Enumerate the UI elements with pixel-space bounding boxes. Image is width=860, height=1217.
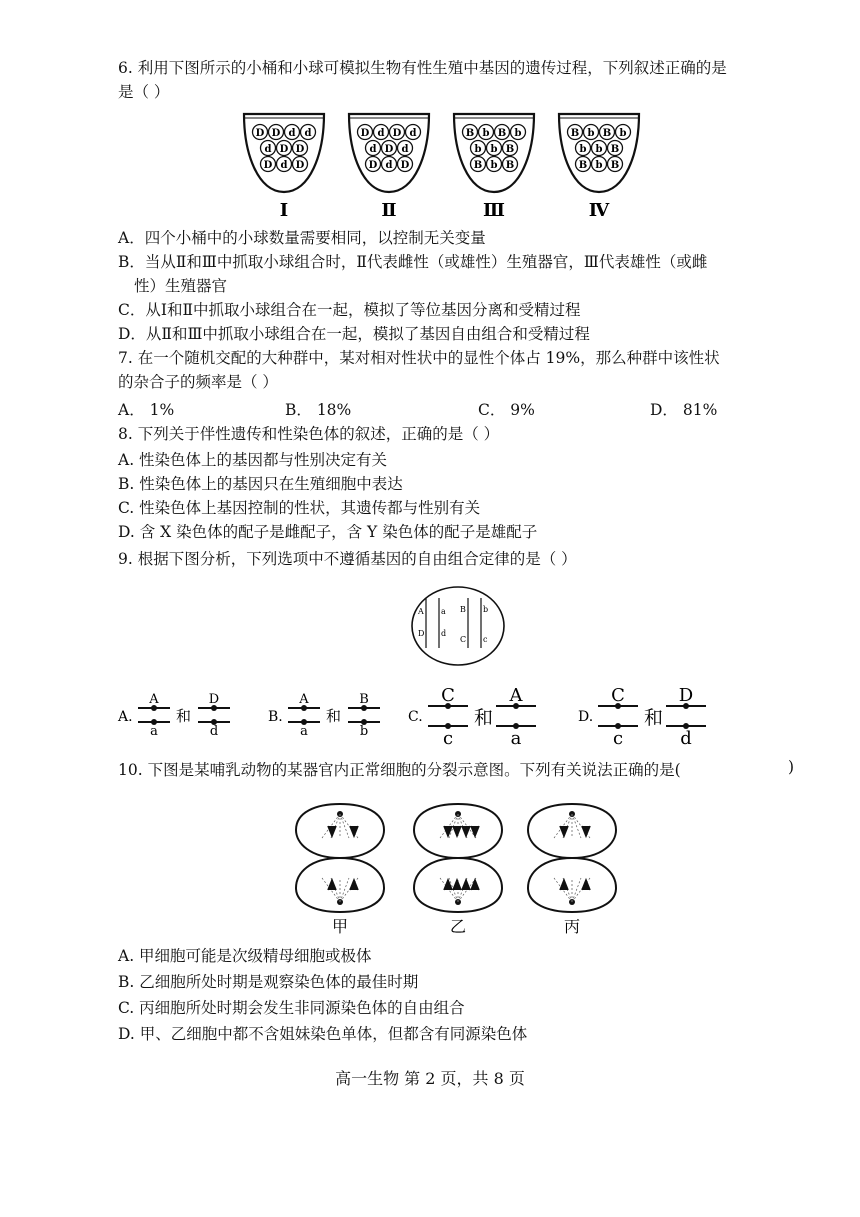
- ball-label: b: [587, 128, 595, 139]
- chromosome-pair: [348, 692, 380, 739]
- cell-gene-C: C: [460, 635, 467, 644]
- ball-label: B: [570, 128, 580, 139]
- ball-label: D: [255, 128, 265, 139]
- ball-label: B: [473, 160, 483, 171]
- ball-label: b: [595, 160, 603, 171]
- ball-label: d: [401, 144, 409, 155]
- bucket-label: Ⅱ: [381, 200, 397, 220]
- q7-stem-line1: 7. 在一个随机交配的大种群中，某对相对性状中的显性个体占 19%，那么种群中该性状: [118, 349, 720, 367]
- ball: [487, 157, 502, 172]
- ball: [382, 157, 397, 172]
- ball: [277, 157, 292, 172]
- ball: [358, 125, 373, 140]
- gene-label: b: [359, 724, 369, 739]
- q7-stem-line2: 的杂合子的频率是（ ）: [118, 373, 278, 391]
- ball: [293, 157, 308, 172]
- bucket-2: [349, 114, 429, 192]
- q9-option-label: C.: [408, 709, 423, 725]
- q9-option-d: [578, 685, 706, 749]
- q7-option-b: B． 18%: [285, 401, 352, 419]
- ball: [608, 157, 623, 172]
- ball: [479, 125, 494, 140]
- ball-label: b: [490, 160, 498, 171]
- connector-label: 和: [326, 707, 342, 725]
- gene-label: a: [300, 724, 308, 739]
- ball-label: D: [400, 160, 410, 171]
- chromosome-pair: [666, 685, 706, 749]
- ball: [382, 141, 397, 156]
- ball: [406, 125, 421, 140]
- ball: [366, 141, 381, 156]
- ball: [285, 125, 300, 140]
- gene-label: D: [678, 685, 694, 706]
- q8-stem: 8. 下列关于伴性遗传和性染色体的叙述，正确的是（ ）: [118, 425, 500, 443]
- ball: [463, 125, 478, 140]
- ball-label: B: [602, 128, 612, 139]
- bucket-label: Ⅲ: [483, 200, 505, 220]
- q6-option-b-line1: B．当从Ⅱ和Ⅲ中抓取小球组合时，Ⅱ代表雌性（或雄性）生殖器官，Ⅲ代表雄性（或雌: [118, 253, 708, 271]
- q9-options-figure: [110, 676, 710, 752]
- ball-label: B: [505, 144, 515, 155]
- ball: [608, 141, 623, 156]
- bucket-4: [559, 114, 639, 192]
- ball-label: B: [578, 160, 588, 171]
- ball-label: d: [288, 128, 296, 139]
- ball: [471, 157, 486, 172]
- ball-label: d: [377, 128, 385, 139]
- cell-gene-D: D: [418, 629, 425, 638]
- cell-label: 乙: [449, 917, 467, 936]
- ball-label: D: [295, 160, 305, 171]
- q7-option-a: A． 1%: [118, 401, 175, 419]
- ball-label: d: [385, 160, 393, 171]
- gene-label: D: [208, 692, 220, 707]
- ball: [277, 141, 292, 156]
- chromosome-pair: [496, 685, 536, 749]
- q6-option-d: D．从Ⅱ和Ⅲ中抓取小球组合在一起，模拟了基因自由组合和受精过程: [118, 325, 590, 343]
- ball-label: d: [409, 128, 417, 139]
- cell-label: 甲: [331, 917, 349, 936]
- bucket-label: Ⅳ: [588, 200, 610, 220]
- gene-label: C: [611, 685, 625, 706]
- ball-label: D: [392, 128, 402, 139]
- q10-option-a: A. 甲细胞可能是次级精母细胞或极体: [118, 947, 372, 965]
- q10-stem: 10. 下图是某哺乳动物的某器官内正常细胞的分裂示意图。下列有关说法正确的是(: [118, 761, 681, 779]
- gene-label: c: [612, 728, 624, 749]
- cell-gene-b: b: [483, 605, 489, 614]
- page-footer: 高一生物 第 2 页，共 8 页: [335, 1069, 525, 1088]
- ball: [576, 141, 591, 156]
- q8-option-b: B. 性染色体上的基因只在生殖细胞中表达: [118, 475, 403, 493]
- q9-option-b: [268, 692, 380, 739]
- bucket-1: [244, 114, 324, 192]
- q8-option-c: C. 性染色体上基因控制的性状，其遗传都与性别有关: [118, 499, 481, 517]
- ball: [568, 125, 583, 140]
- q9-option-label: B.: [268, 709, 283, 725]
- q10-cell-division-figure: [290, 798, 630, 938]
- ball-label: d: [369, 144, 377, 155]
- ball: [301, 125, 316, 140]
- ball-label: D: [368, 160, 378, 171]
- ball-label: B: [610, 160, 620, 171]
- ball: [487, 141, 502, 156]
- q9-option-label: A.: [118, 709, 133, 725]
- ball-label: D: [295, 144, 305, 155]
- connector-label: 和: [474, 707, 494, 729]
- ball-label: B: [505, 160, 515, 171]
- ball-label: b: [490, 144, 498, 155]
- ball: [398, 141, 413, 156]
- bucket-3: [454, 114, 534, 192]
- ball-label: D: [263, 160, 273, 171]
- ball: [495, 125, 510, 140]
- ball: [592, 141, 607, 156]
- gene-label: d: [209, 724, 219, 739]
- gene-label: a: [150, 724, 158, 739]
- ball: [600, 125, 615, 140]
- cell-gene-a: a: [441, 607, 446, 616]
- ball: [511, 125, 526, 140]
- cell-gene-A: A: [418, 607, 424, 616]
- q10-stem-paren: ): [788, 758, 795, 776]
- chromosome-pair: [428, 685, 468, 749]
- ball-label: B: [497, 128, 507, 139]
- q10-option-b: B. 乙细胞所处时期是观察染色体的最佳时期: [118, 973, 419, 991]
- cell-gene-B: B: [460, 605, 466, 614]
- ball: [261, 157, 276, 172]
- ball-label: b: [595, 144, 603, 155]
- chromosome-pair: [598, 685, 638, 749]
- q9-stem: 9. 根据下图分析，下列选项中不遵循基因的自由组合定律的是（ ）: [118, 550, 577, 568]
- connector-label: 和: [176, 707, 192, 725]
- gene-label: A: [149, 692, 159, 707]
- q9-option-label: D.: [578, 709, 594, 725]
- q7-option-d: D． 81%: [650, 401, 718, 419]
- q6-option-a: A．四个小桶中的小球数量需要相同，以控制无关变量: [118, 229, 486, 247]
- ball-label: D: [360, 128, 370, 139]
- ball-label: d: [280, 160, 288, 171]
- ball: [390, 125, 405, 140]
- ball: [503, 141, 518, 156]
- q6-option-c: C．从Ⅰ和Ⅱ中抓取小球组合在一起，模拟了等位基因分离和受精过程: [118, 301, 581, 319]
- ball: [293, 141, 308, 156]
- ball: [398, 157, 413, 172]
- dividing-cell-2: [414, 804, 502, 912]
- q9-option-a: [117, 692, 230, 739]
- bucket-figure: [230, 108, 670, 220]
- chromosome-pair: [198, 692, 230, 739]
- q8-option-a: A. 性染色体上的基因都与性别决定有关: [118, 451, 388, 469]
- q6-option-b-line2: 性）生殖器官: [134, 277, 228, 295]
- ball-label: B: [610, 144, 620, 155]
- ball: [471, 141, 486, 156]
- ball: [269, 125, 284, 140]
- ball: [576, 157, 591, 172]
- ball-label: d: [304, 128, 312, 139]
- q10-option-d: D. 甲、乙细胞中都不含姐妹染色单体，但都含有同源染色体: [118, 1025, 528, 1043]
- ball-label: B: [465, 128, 475, 139]
- chromosome-pair: [288, 692, 320, 739]
- ball-label: d: [264, 144, 272, 155]
- gene-label: B: [359, 692, 369, 707]
- ball-label: D: [384, 144, 394, 155]
- cell-gene-d: d: [441, 629, 447, 638]
- dividing-cell-1: [296, 804, 384, 912]
- q8-option-d: D. 含 X 染色体的配子是雌配子，含 Y 染色体的配子是雄配子: [118, 523, 538, 541]
- ball: [584, 125, 599, 140]
- dividing-cell-3: [528, 804, 616, 912]
- ball: [616, 125, 631, 140]
- ball-label: D: [279, 144, 289, 155]
- ball: [503, 157, 518, 172]
- q7-option-c: C． 9%: [478, 401, 535, 419]
- gene-label: d: [680, 728, 692, 749]
- ball-label: b: [619, 128, 627, 139]
- ball-label: b: [482, 128, 490, 139]
- ball-label: b: [474, 144, 482, 155]
- ball: [374, 125, 389, 140]
- connector-label: 和: [644, 707, 664, 729]
- q9-cell-diagram: [408, 584, 508, 668]
- ball: [366, 157, 381, 172]
- gene-label: A: [509, 685, 523, 706]
- ball-label: b: [514, 128, 522, 139]
- q6-stem-line1: 6. 利用下图所示的小桶和小球可模拟生物有性生殖中基因的遗传过程，下列叙述正确的是: [118, 59, 727, 77]
- cell-gene-c: c: [483, 635, 488, 644]
- bucket-label: Ⅰ: [279, 200, 289, 220]
- ball: [261, 141, 276, 156]
- ball-label: D: [271, 128, 281, 139]
- q6-stem-line2: 是（ ）: [118, 83, 170, 101]
- q9-option-c: [408, 685, 536, 749]
- ball: [592, 157, 607, 172]
- gene-label: c: [442, 728, 454, 749]
- ball: [253, 125, 268, 140]
- gene-label: a: [510, 728, 522, 749]
- q10-option-c: C. 丙细胞所处时期会发生非同源染色体的自由组合: [118, 999, 465, 1017]
- gene-label: C: [441, 685, 455, 706]
- chromosome-pair: [138, 692, 170, 739]
- cell-label: 丙: [563, 917, 581, 936]
- ball-label: b: [579, 144, 587, 155]
- gene-label: A: [299, 692, 309, 707]
